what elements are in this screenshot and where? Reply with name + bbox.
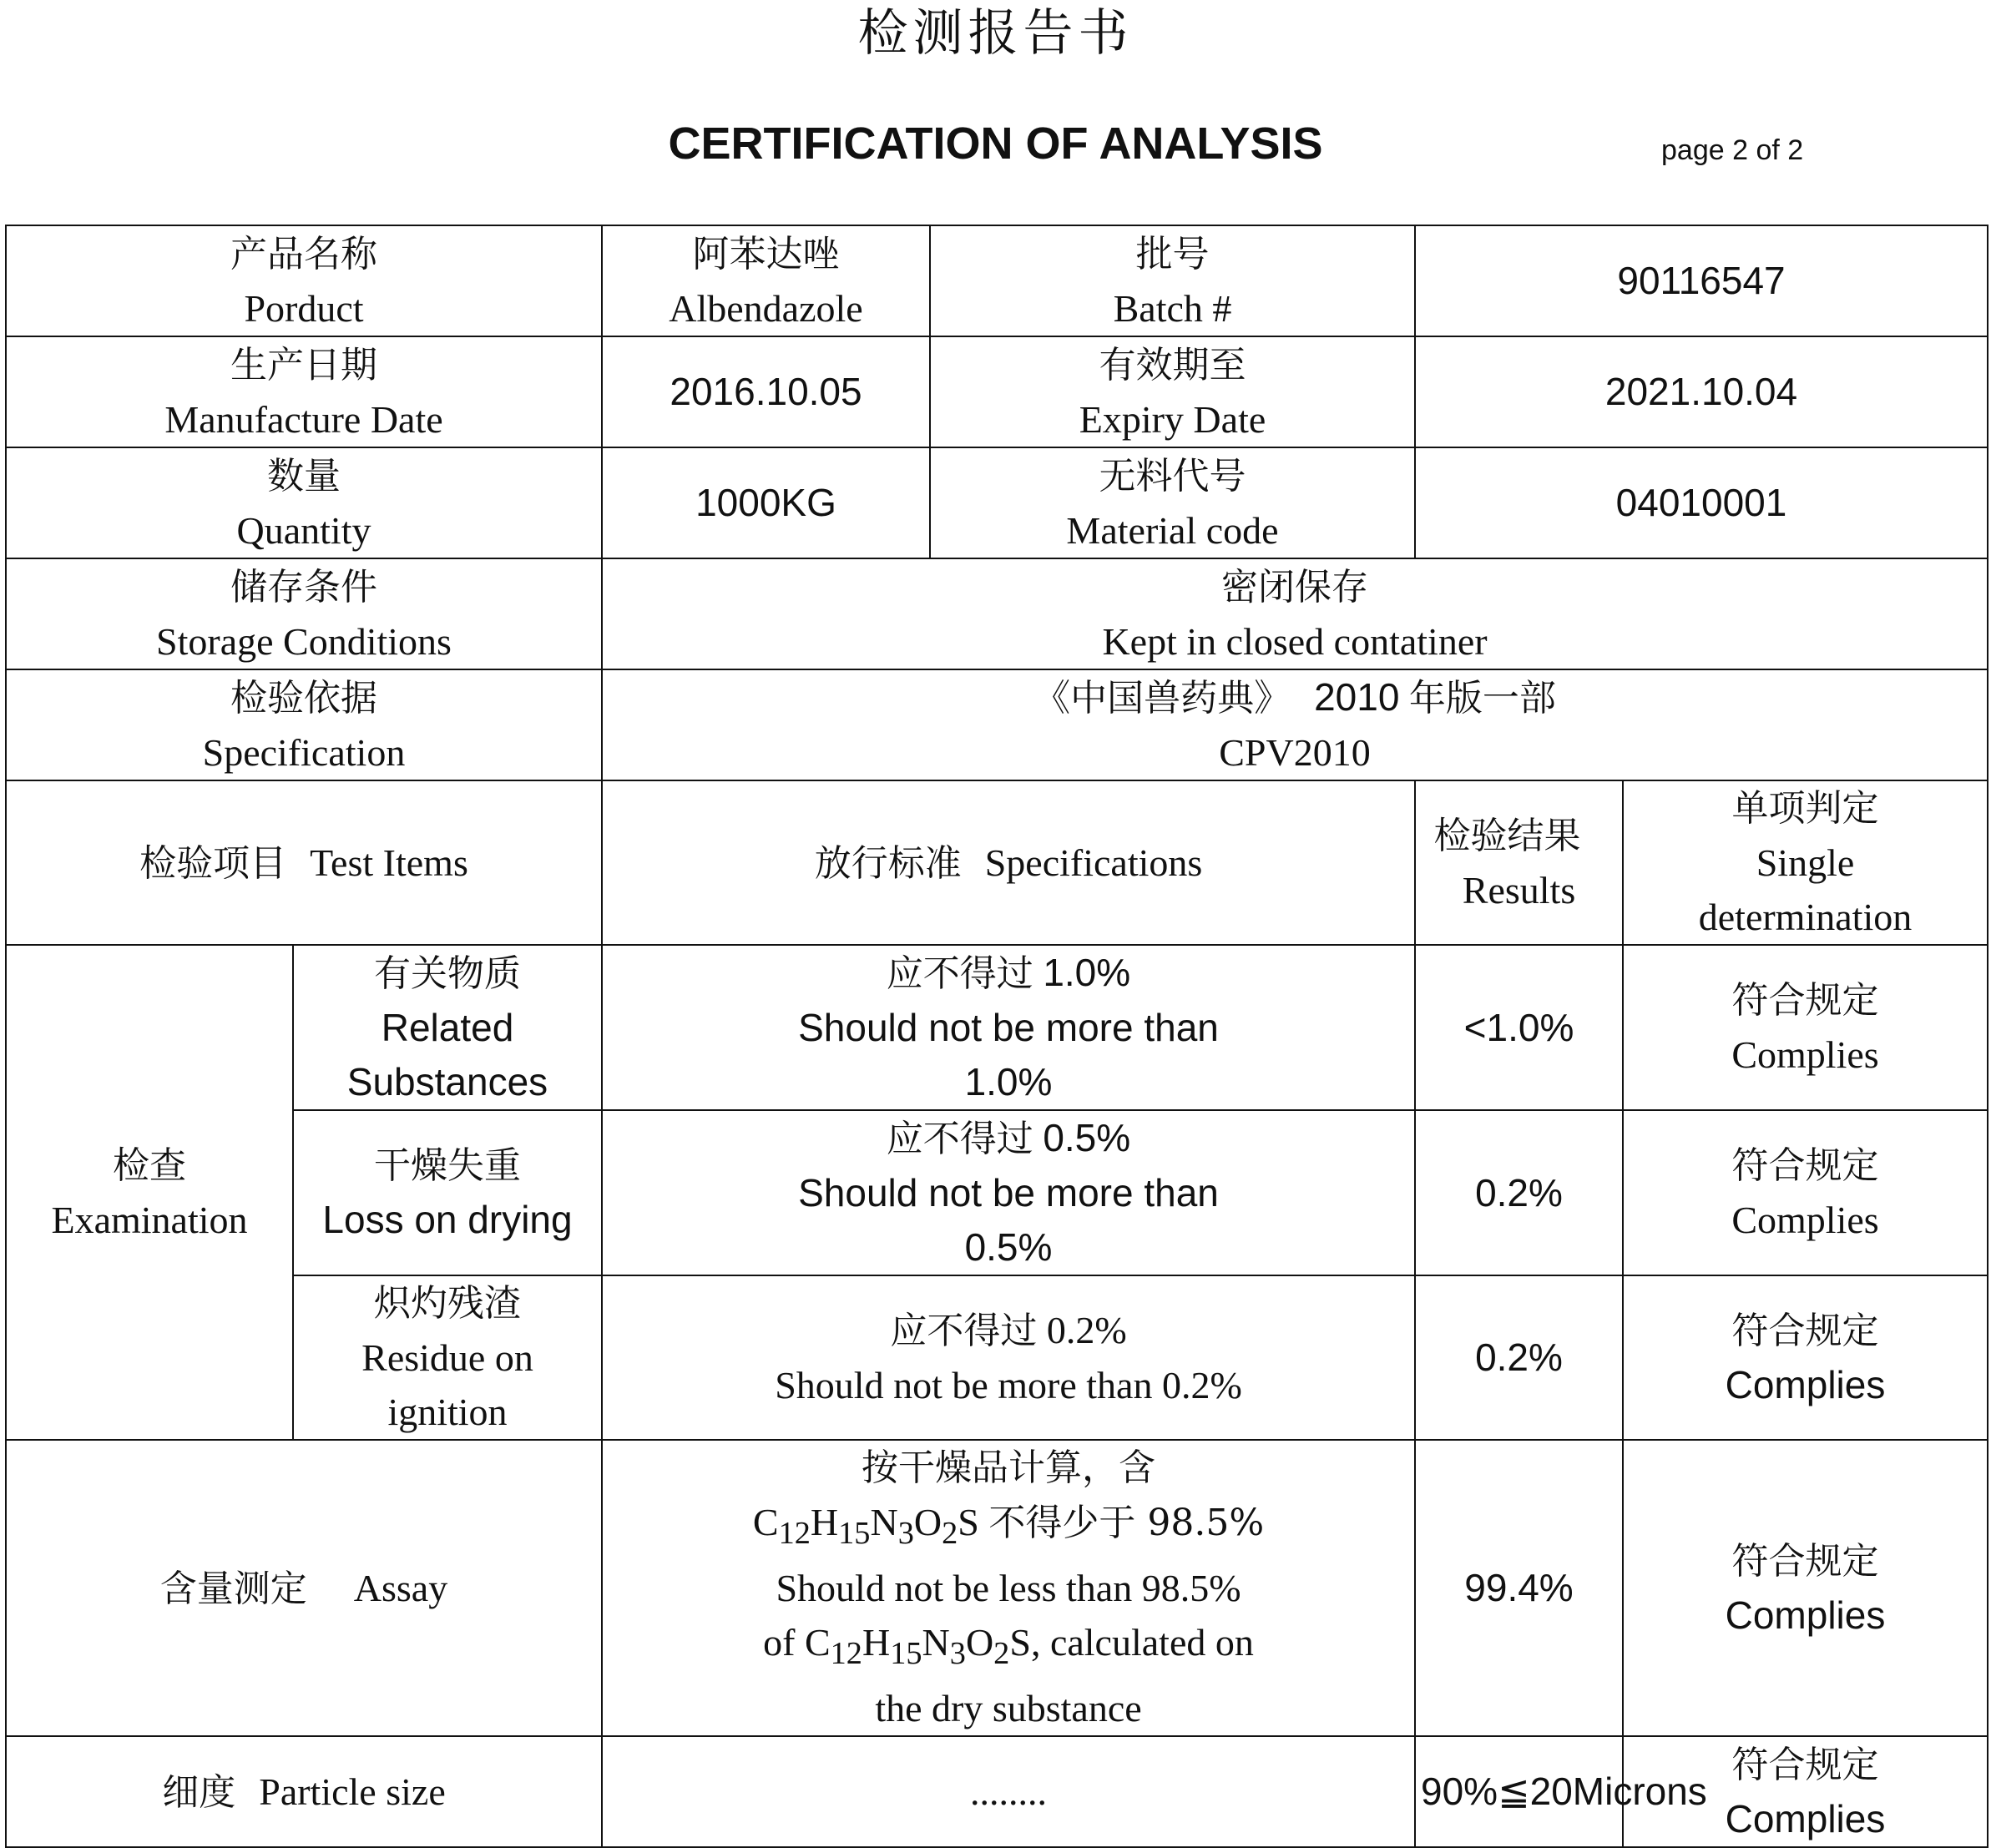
specification-value: 《中国兽药典》 2010 年版一部 CPV2010: [602, 669, 1988, 780]
document-title-en: CERTIFICATION OF ANALYSIS: [668, 119, 1323, 169]
material-value: 04010001: [1415, 447, 1988, 558]
assay-row: [6, 1440, 1988, 1736]
expiry-value: 2021.10.04: [1415, 336, 1988, 447]
quantity-value: 1000KG: [602, 447, 930, 558]
quantity-row: [6, 447, 1988, 558]
test-item-determination: 符合规定 Complies: [1623, 1110, 1988, 1275]
page-number: page 2 of 2: [1661, 134, 1804, 166]
material-label: 无料代号 Material code: [930, 447, 1415, 558]
col-single-determination: 单项判定 Single determination: [1623, 780, 1988, 945]
test-item-name: 干燥失重 Loss on drying: [293, 1110, 602, 1275]
date-row: [6, 336, 1988, 447]
specification-label: 检验依据 Specification: [6, 669, 602, 780]
test-item-name: 炽灼残渣 Residue on ignition: [293, 1275, 602, 1440]
manufacture-label: 生产日期 Manufacture Date: [6, 336, 602, 447]
quantity-label: 数量 Quantity: [6, 447, 602, 558]
assay-label: 含量测定 Assay: [6, 1440, 602, 1736]
test-item-result: 0.2%: [1415, 1110, 1623, 1275]
table-row: [6, 1275, 1988, 1440]
particle-determination: 符合规定 Complies: [1623, 1736, 1988, 1847]
examination-label: 检查 Examination: [6, 945, 293, 1440]
test-item-determination: 符合规定 Complies: [1623, 945, 1988, 1110]
test-item-result: <1.0%: [1415, 945, 1623, 1110]
particle-label: 细度 Particle size: [6, 1736, 602, 1847]
product-value: 阿苯达唑 Albendazole: [602, 225, 930, 336]
storage-row: [6, 558, 1988, 669]
table-row: [6, 945, 1988, 1110]
test-item-spec: 应不得过 0.2% Should not be more than 0.2%: [602, 1275, 1415, 1440]
batch-label: 批号 Batch #: [930, 225, 1415, 336]
assay-spec: 按干燥品计算，含 $C_{12}H_{15}N_3O_2S$ 不得少于 98.5% Should not be less than 98.5% of $C_{12}H_{15}N_3O_2S$, calculated on the dry substance: [602, 1440, 1415, 1736]
col-test-items: 检验项目 Test Items: [6, 780, 602, 945]
test-item-result: 0.2%: [1415, 1275, 1623, 1440]
test-item-name: 有关物质 Related Substances: [293, 945, 602, 1110]
manufacture-value: 2016.10.05: [602, 336, 930, 447]
table-row: [6, 1110, 1988, 1275]
product-row: [6, 225, 1988, 336]
column-header-row: [6, 780, 1988, 945]
col-results: 检验结果Results: [1415, 780, 1623, 945]
test-item-spec: 应不得过 0.5% Should not be more than 0.5%: [602, 1110, 1415, 1275]
test-item-spec: 应不得过 1.0% Should not be more than 1.0%: [602, 945, 1415, 1110]
assay-determination: 符合规定 Complies: [1623, 1440, 1988, 1736]
document-title-cn: 检测报告书: [857, 4, 1134, 63]
col-specifications: 放行标准 Specifications: [602, 780, 1415, 945]
storage-label: 储存条件 Storage Conditions: [6, 558, 602, 669]
assay-result: 99.4%: [1415, 1440, 1623, 1736]
coa-table: [5, 225, 1988, 1848]
specification-row: [6, 669, 1988, 780]
particle-result: 90%≦20Microns: [1415, 1736, 1623, 1847]
product-label: 产品名称 Porduct: [6, 225, 602, 336]
storage-value: 密闭保存 Kept in closed contatiner: [602, 558, 1988, 669]
batch-value: 90116547: [1415, 225, 1988, 336]
test-item-determination: 符合规定 Complies: [1623, 1275, 1988, 1440]
expiry-label: 有效期至 Expiry Date: [930, 336, 1415, 447]
particle-spec: ........: [602, 1736, 1415, 1847]
particle-row: [6, 1736, 1988, 1847]
